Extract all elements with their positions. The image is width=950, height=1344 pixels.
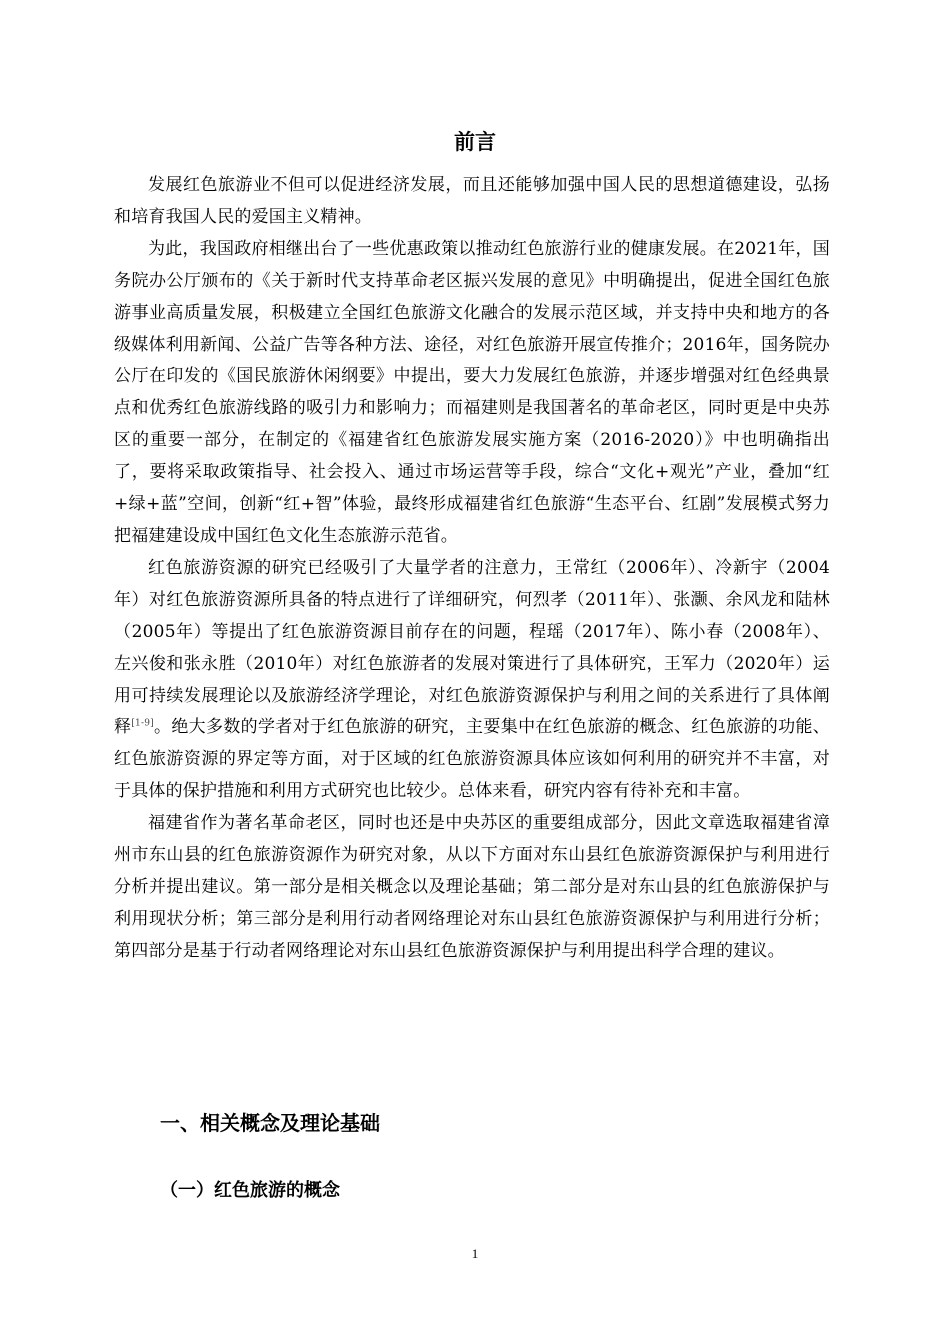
paragraph-2: 为此，我国政府相继出台了一些优惠政策以推动红色旅游行业的健康发展。在2021年，国务院办公厅颁布的《关于新时代支持革命老区振兴发展的意见》中明确提出，促进全国红色旅游事业高质量发展，积极建立全国红色旅游文化融合的发展示范区域，并支持中央和地方的各级媒体利用新闻、公益广告等各种方法、途径，对红色旅游开展宣传推介；2016年，国务院办公厅在印发的《国民旅游休闲纲要》中提出，要大力发展红色旅游，并逐步增强对红色经典景点和优秀红色旅游线路的吸引力和影响力；而福建则是我国著名的革命老区，同时更是中央苏区的重要一部分，在制定的《福建省红色旅游发展实施方案（2016-2020）》中也明确指出了，要将采取政策指导、社会投入、通过市场运营等手段，综合“文化+观光”产业，叠加“红+绿+蓝”空间，创新“红+智”体验，最终形成福建省红色旅游“生态平台、红剧”发展模式努力把福建建设成中国红色文化生态旅游示范省。 bbox=[114, 238, 830, 546]
subsection-heading: （一）红色旅游的概念 bbox=[160, 1180, 340, 1201]
body-text bbox=[114, 170, 830, 968]
paragraph-3 bbox=[114, 553, 830, 808]
paragraph-1: 发展红色旅游业不但可以促进经济发展，而且还能够加强中国人民的思想道德建设，弘扬和培育我国人民的爱国主义精神。 bbox=[114, 175, 830, 227]
page-number: 1 bbox=[471, 1246, 479, 1261]
page-title: 前言 bbox=[454, 130, 496, 154]
citation-superscript: [1-9] bbox=[131, 718, 154, 729]
paragraph-4: 福建省作为著名革命老区，同时也还是中央苏区的重要组成部分，因此文章选取福建省漳州市东山县的红色旅游资源作为研究对象，从以下方面对东山县红色旅游资源保护与利用进行分析并提出建议。第一部分是相关概念以及理论基础；第二部分是对东山县的红色旅游保护与利用现状分析；第三部分是利用行动者网络理论对东山县红色旅游资源保护与利用进行分析；第四部分是基于行动者网络理论对东山县红色旅游资源保护与利用提出科学合理的建议。 bbox=[114, 813, 830, 961]
section-heading: 一、相关概念及理论基础 bbox=[160, 1111, 380, 1135]
paragraph-3-text-after: 。绝大多数的学者对于红色旅游的研究，主要集中在红色旅游的概念、红色旅游的功能、红色旅游资源的界定等方面，对于区域的红色旅游资源具体应该如何利用的研究并不丰富，对于具体的保护措施和利用方式研究也比较少。总体来看，研究内容有待补充和丰富。 bbox=[114, 717, 830, 802]
paragraph-3-text-before: 红色旅游资源的研究已经吸引了大量学者的注意力，王常红（2006年）、冷新宇（2004年）对红色旅游资源所具备的特点进行了详细研究，何烈孝（2011年）、张灏、余风龙和陆林（2005年）等提出了红色旅游资源目前存在的问题，程瑶（2017年）、陈小春（2008年）、左兴俊和张永胜（2010年）对红色旅游者的发展对策进行了具体研究，王军力（2020年）运用可持续发展理论以及旅游经济学理论，对红色旅游资源保护与利用之间的关系进行了具体阐释 bbox=[114, 557, 830, 738]
